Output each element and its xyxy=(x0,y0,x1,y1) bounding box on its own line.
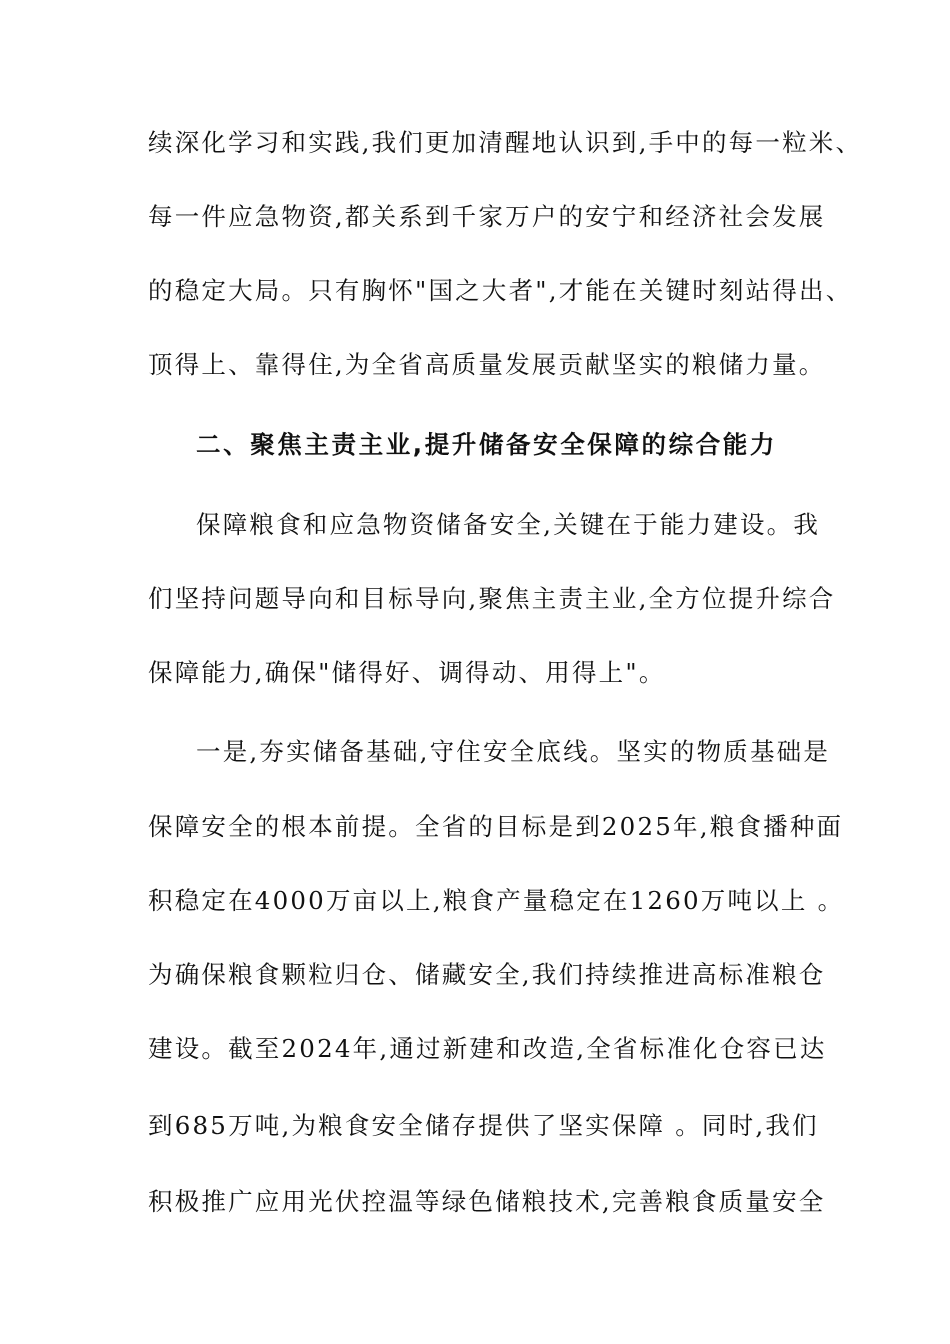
paragraph-3-line-6: 到685万吨,为粮食安全储存提供了坚实保障 。同时,我们 xyxy=(148,1111,819,1140)
paragraph-1-line-4: 顶得上、靠得住,为全省高质量发展贡献坚实的粮储力量。 xyxy=(148,350,826,379)
paragraph-3-line-4: 为确保粮食颗粒归仓、储藏安全,我们持续推进高标准粮仓 xyxy=(148,960,826,989)
paragraph-1-line-1: 续深化学习和实践,我们更加清醒地认识到,手中的每一粒米、 xyxy=(148,128,863,157)
paragraph-2-line-3: 保障能力,确保"储得好、调得动、用得上"。 xyxy=(148,658,666,687)
paragraph-3-line-2: 保障安全的根本前提。全省的目标是到2025年,粮食播种面 xyxy=(148,812,844,841)
paragraph-3-line-1: 一是,夯实储备基础,守住安全底线。坚实的物质基础是 xyxy=(196,737,831,766)
paragraph-1-line-3: 的稳定大局。只有胸怀"国之大者",才能在关键时刻站得出、 xyxy=(148,276,853,305)
paragraph-3-line-3: 积稳定在4000万亩以上,粮食产量稳定在1260万吨以上 。 xyxy=(148,886,845,915)
paragraph-1-line-2: 每一件应急物资,都关系到千家万户的安宁和经济社会发展 xyxy=(148,202,826,231)
paragraph-3-line-5: 建设。截至2024年,通过新建和改造,全省标准化仓容已达 xyxy=(148,1034,827,1063)
paragraph-2-line-2: 们坚持问题导向和目标导向,聚焦主责主业,全方位提升综合 xyxy=(148,584,836,613)
paragraph-3-line-7: 积极推广应用光伏控温等绿色储粮技术,完善粮食质量安全 xyxy=(148,1187,826,1216)
section-heading: 二、聚焦主责主业,提升储备安全保障的综合能力 xyxy=(196,430,778,459)
paragraph-2-line-1: 保障粮食和应急物资储备安全,关键在于能力建设。我 xyxy=(196,510,821,539)
